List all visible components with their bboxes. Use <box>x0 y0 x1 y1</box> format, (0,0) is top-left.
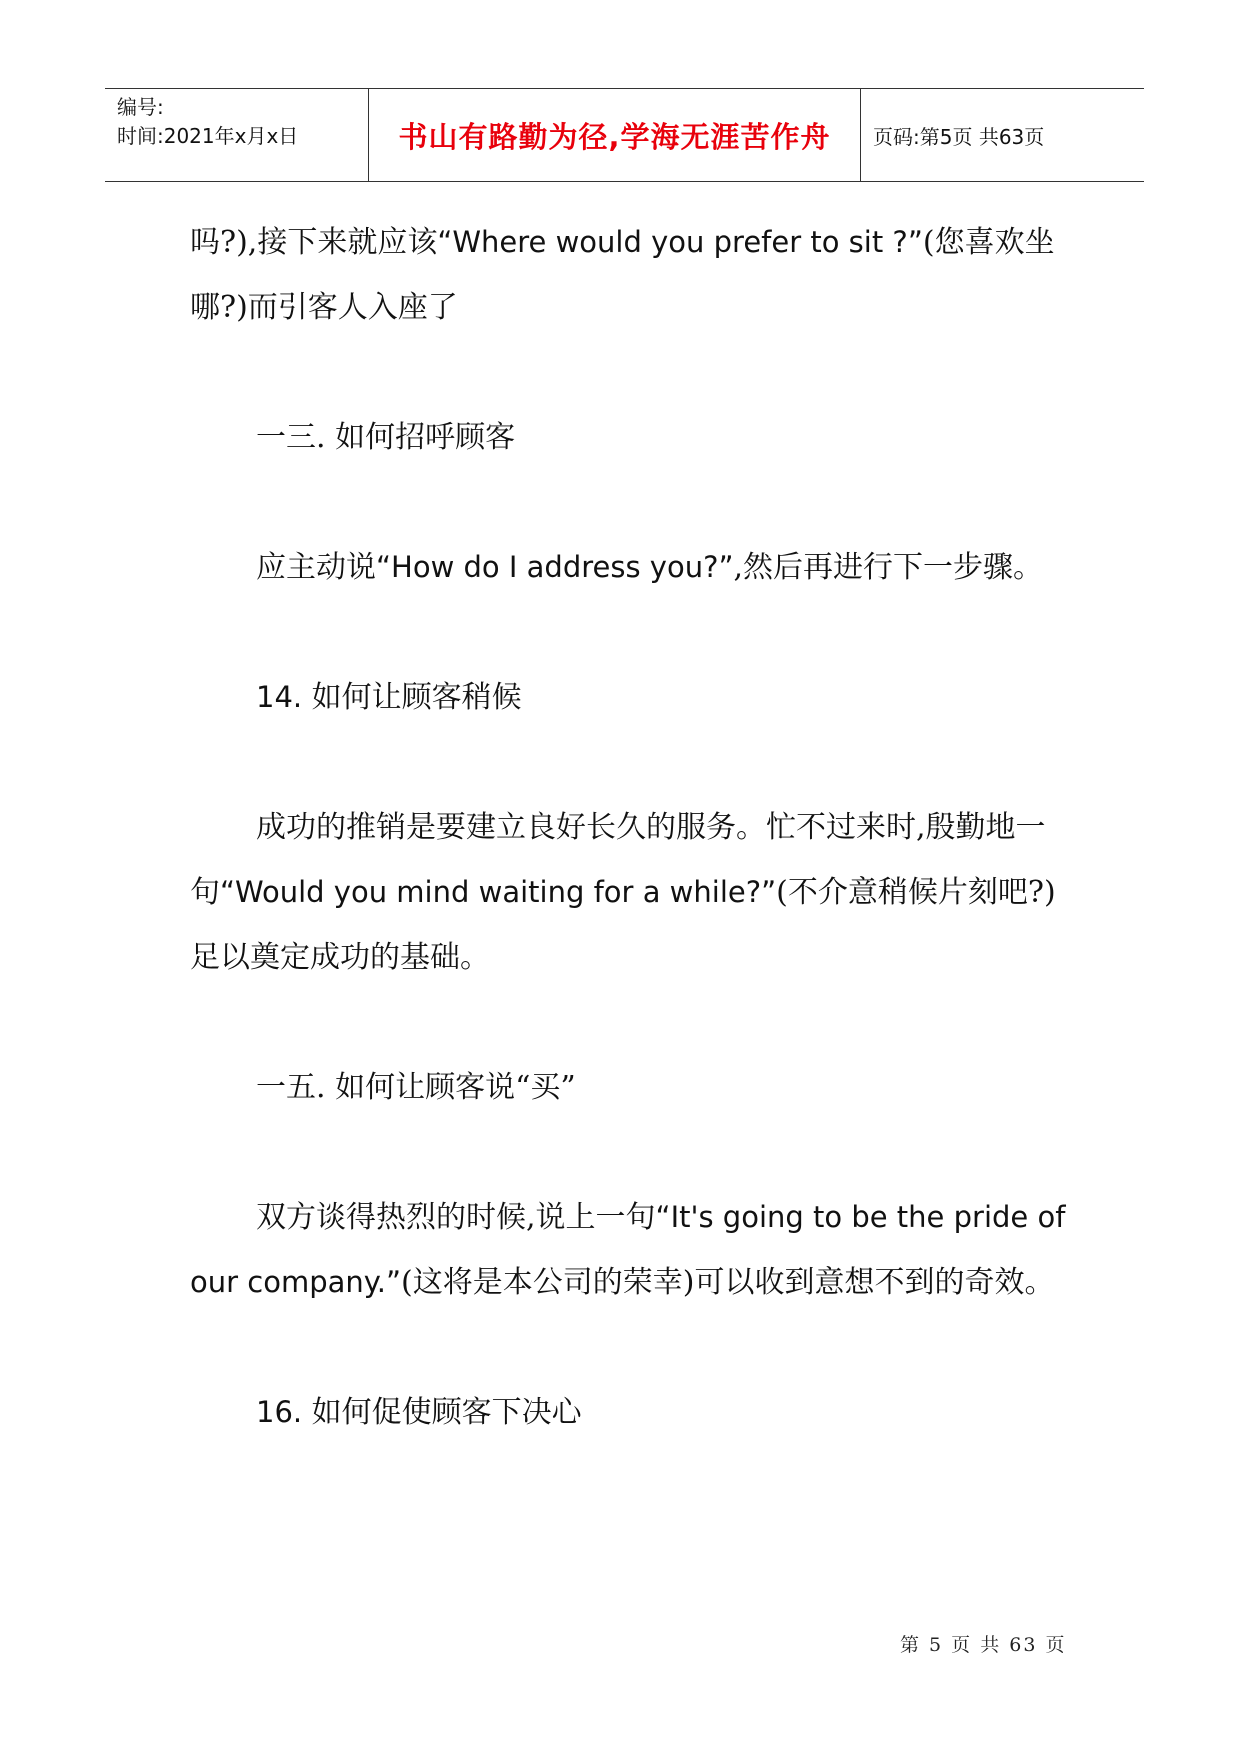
text-cn: 吗?),接下来就应该 <box>190 225 438 260</box>
heading-14 <box>190 665 1070 730</box>
text-en: “Where would you prefer to sit ?” <box>437 225 923 259</box>
text-cn: 双方谈得热烈的时候,说上一句 <box>256 1200 656 1235</box>
paragraph-2 <box>190 535 1070 600</box>
text-cn: (不介意稍候片刻吧?)足以奠定成功的基础。 <box>190 875 1056 975</box>
paragraph-3 <box>190 795 1070 990</box>
heading-16 <box>190 1380 1070 1445</box>
text-cn: 成功的推销是要建立良好长久的服务。忙不过来时,殷勤地一句 <box>190 810 1046 910</box>
page-header <box>105 88 1144 182</box>
paragraph-1 <box>190 210 1070 340</box>
page-footer: 第 5 页 共 63 页 <box>900 1634 1067 1656</box>
paragraph-4 <box>190 1185 1070 1315</box>
text-en: “Would you mind waiting for a while?” <box>220 875 777 909</box>
text-en: “It's going to be the pride of our company.” <box>190 1200 1066 1299</box>
heading-15: 一五. 如何让顾客说“买” <box>256 1070 576 1105</box>
text-en: “How do I address you?” <box>376 550 734 584</box>
document-body <box>190 210 1070 1445</box>
text-cn: (这将是本公司的荣幸)可以收到意想不到的奇效。 <box>401 1265 1055 1300</box>
heading-number: 16. <box>256 1395 303 1429</box>
header-page-code: 页码:第5页 共63页 <box>873 124 1045 149</box>
header-meta <box>105 89 369 181</box>
heading-text: 如何促使顾客下决心 <box>302 1395 582 1430</box>
heading-number: 14. <box>256 680 303 714</box>
text-cn: ,然后再进行下一步骤。 <box>733 550 1044 585</box>
header-motto: 书山有路勤为径,学海无涯苦作舟 <box>369 89 861 181</box>
heading-13: 一三. 如何招呼顾客 <box>256 420 516 455</box>
heading-text: 如何让顾客稍候 <box>302 680 522 715</box>
serial-label: 编号: <box>117 95 164 119</box>
text-cn: (您喜欢坐哪?)而引客人入座了 <box>190 225 1055 325</box>
text-cn: 应主动说 <box>256 550 376 585</box>
time-label: 时间:2021年x月x日 <box>117 124 299 148</box>
